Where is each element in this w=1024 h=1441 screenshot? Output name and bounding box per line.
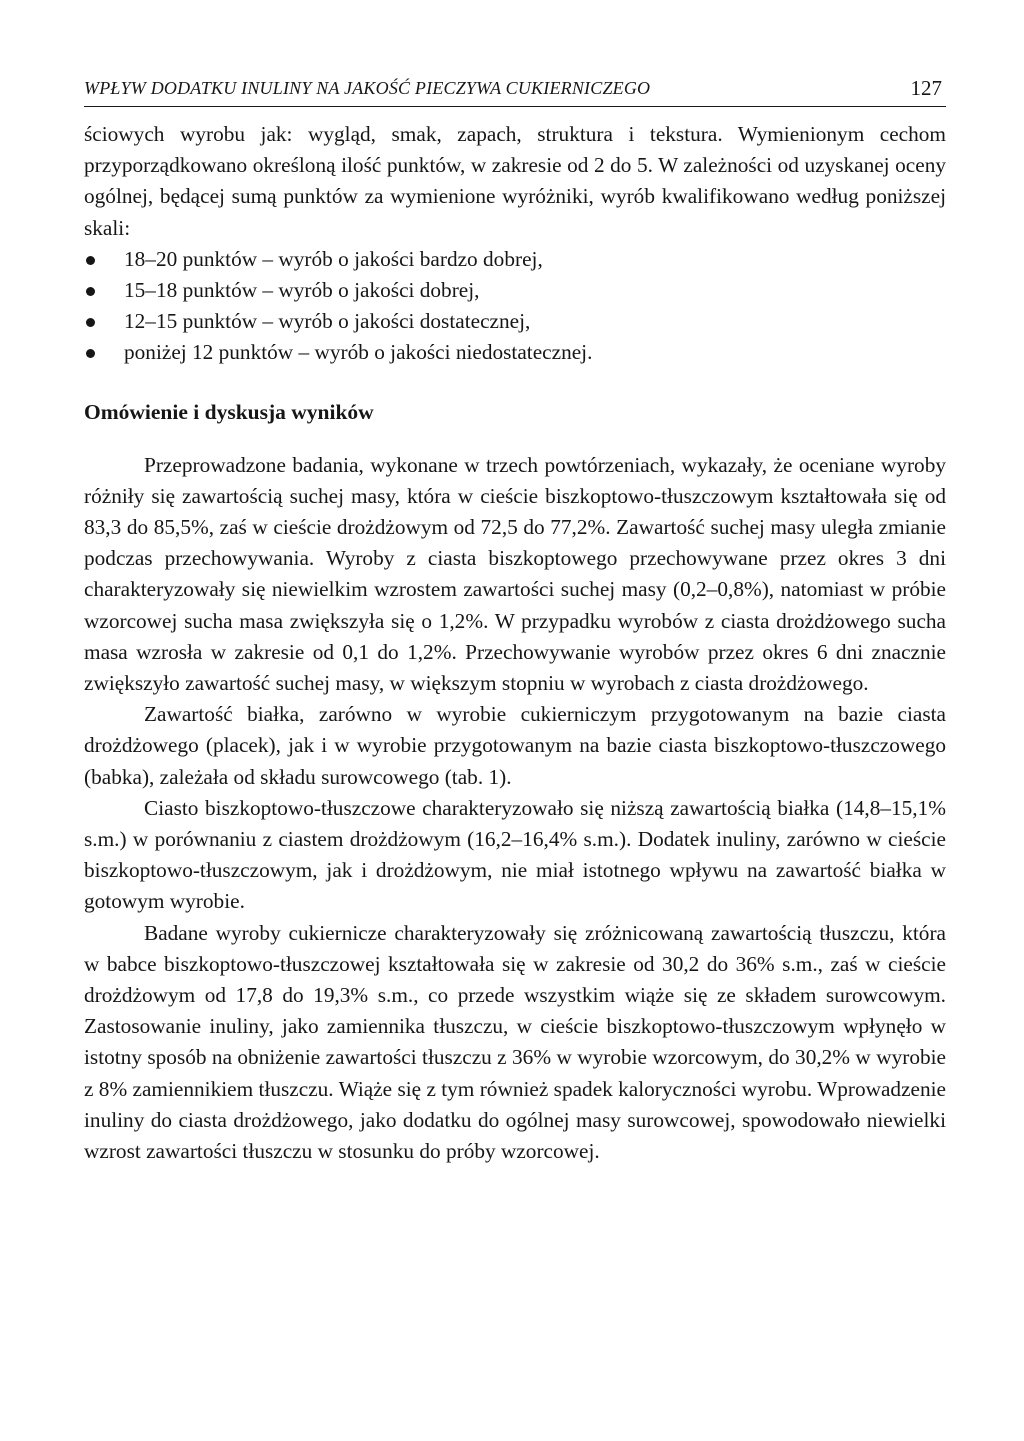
list-item — [84, 306, 946, 337]
bullet-icon — [86, 349, 95, 358]
list-item-text: 12–15 punktów – wyrób o jakości dostatecznej, — [124, 309, 531, 334]
page — [84, 72, 946, 1167]
list-item-text: 15–18 punktów – wyrób o jakości dobrej, — [124, 278, 480, 303]
body-paragraph: Ciasto biszkoptowo-tłuszczowe charakteryzowało się niższą zawartością białka (14,8–15,1% s.m.) w porównaniu z ciastem drożdżowym (16,2–16,4% s.m.). Dodatek inuliny, zarówno w cieście biszkoptowo-tłuszczowym, jak i drożdżowym, nie miał istotnego wpływu na zawartość białka w gotowym wyrobie. — [84, 795, 946, 914]
list-item-text: poniżej 12 punktów – wyrób o jakości niedostatecznej. — [124, 340, 593, 365]
intro-paragraph: ściowych wyrobu jak: wygląd, smak, zapach, struktura i tekstura. Wymienionym cechom przyporządkowano określoną ilość punktów, w zakresie od 2 do 5. W zależności od uzyskanej oceny ogólnej, będącej sumą punktów za wymienione wyróżniki, wyrób kwalifikowano według poniższej skali: — [84, 122, 946, 240]
body-paragraph: Przeprowadzone badania, wykonane w trzech powtórzeniach, wykazały, że oceniane wyroby różniły się zawartością suchej masy, która w cieście biszkoptowo-tłuszczowym kształtowała się od 83,3 do 85,5%, zaś w cieście drożdżowym od 72,5 do 77,2%. Zawartość suchej masy uległa zmianie podczas przechowywania. Wyroby z ciasta biszkoptowego przechowywane przez okres 3 dni charakteryzowały się niewielkim wzrostem zawartości suchej masy (0,2–0,8%), natomiast w próbie wzorcowej sucha masa zwiększyła się o 1,2%. W przypadku wyrobów z ciasta drożdżowego sucha masa wzrosła w zakresie od 0,1 do 1,2%. Przechowywanie wyrobów przez okres 6 dni znacznie zwiększyło zawartość suchej masy, w większym stopniu w wyrobach z ciasta drożdżowego. — [84, 452, 946, 696]
list-item — [84, 275, 946, 306]
running-header — [84, 72, 946, 107]
list-item — [84, 244, 946, 275]
bullet-icon — [86, 256, 95, 265]
body-paragraph: Badane wyroby cukiernicze charakteryzowały się zróżnicowaną zawartością tłuszczu, która w babce biszkoptowo-tłuszczowej kształtowała się w zakresie od 30,2 do 36% s.m., zaś w cieście drożdżowym od 17,8 do 19,3% s.m., co przede wszystkim wiąże się ze składem surowcowym. Zastosowanie inuliny, jako zamiennika tłuszczu, w cieście biszkoptowo-tłuszczowym wpłynęło w istotny sposób na obniżenie zawartości tłuszczu z 36% w wyrobie wzorcowym, do 30,2% w wyrobie z 8% zamiennikiem tłuszczu. Wiąże się z tym również spadek kaloryczności wyrobu. Wprowadzenie inuliny do ciasta drożdżowego, jako dodatku do ogólnej masy surowcowej, spowodowało niewielki wzrost zawartości tłuszczu w stosunku do próby wzorcowej. — [84, 920, 946, 1164]
list-item-text: 18–20 punktów – wyrób o jakości bardzo dobrej, — [124, 246, 543, 271]
list-item — [84, 337, 946, 368]
bullet-icon — [86, 318, 95, 327]
section-heading: Omówienie i dyskusja wyników — [84, 399, 374, 424]
quality-scale-list — [84, 244, 946, 369]
body-paragraph: Zawartość białka, zarówno w wyrobie cukierniczym przygotowanym na bazie ciasta drożdżowego (placek), jak i w wyrobie przygotowanym na bazie ciasta biszkoptowo-tłuszczowego (babka), zależała od składu surowcowego (tab. 1). — [84, 702, 946, 789]
bullet-icon — [86, 287, 95, 296]
running-title: WPŁYW DODATKU INULINY NA JAKOŚĆ PIECZYWA CUKIERNICZEGO — [84, 78, 651, 98]
page-number: 127 — [910, 76, 942, 100]
article-body — [84, 119, 946, 1167]
